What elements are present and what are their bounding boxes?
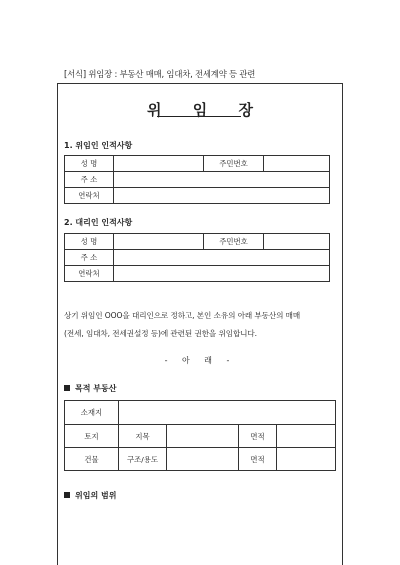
form-caption: [서식] 위임장 : 부동산 매매, 임대차, 전세계약 등 관련 bbox=[64, 69, 256, 79]
building-structure-field[interactable] bbox=[167, 448, 239, 471]
square-bullet-icon bbox=[64, 385, 70, 391]
land-area-field[interactable] bbox=[277, 425, 336, 448]
land-label: 토지 bbox=[65, 425, 119, 448]
location-label: 소재지 bbox=[65, 401, 119, 425]
delegator-contact-label: 연락처 bbox=[65, 188, 114, 204]
location-field[interactable] bbox=[119, 401, 336, 425]
delegator-id-label: 주민번호 bbox=[204, 156, 264, 172]
below-marker: - 아 래 - bbox=[164, 356, 236, 365]
delegator-id-field[interactable] bbox=[264, 156, 330, 172]
agent-contact-field[interactable] bbox=[114, 266, 330, 282]
delegator-address-label: 주 소 bbox=[65, 172, 114, 188]
land-area-label: 면적 bbox=[239, 425, 277, 448]
agent-heading: 2. 대리인 인적사항 bbox=[64, 218, 133, 227]
land-category-field[interactable] bbox=[167, 425, 239, 448]
delegation-statement bbox=[64, 307, 340, 343]
property-heading-text: 목적 부동산 bbox=[75, 384, 117, 393]
agent-contact-label: 연락처 bbox=[65, 266, 114, 282]
building-label: 건물 bbox=[65, 448, 119, 471]
scope-heading bbox=[64, 490, 116, 501]
delegator-heading: 1. 위임인 인적사항 bbox=[64, 141, 133, 150]
agent-address-label: 주 소 bbox=[65, 250, 114, 266]
agent-name-label: 성 명 bbox=[65, 234, 114, 250]
scope-heading-text: 위임의 범위 bbox=[75, 491, 117, 500]
building-structure-label: 구조/용도 bbox=[119, 448, 167, 471]
agent-id-field[interactable] bbox=[264, 234, 330, 250]
statement-line-2: (전세, 임대차, 전세권설정 등)에 관련된 권한을 위임합니다. bbox=[64, 329, 257, 338]
property-heading bbox=[64, 383, 116, 394]
delegator-address-field[interactable] bbox=[114, 172, 330, 188]
title-underline bbox=[157, 116, 241, 117]
delegator-name-field[interactable] bbox=[114, 156, 204, 172]
building-area-field[interactable] bbox=[277, 448, 336, 471]
agent-address-field[interactable] bbox=[114, 250, 330, 266]
agent-id-label: 주민번호 bbox=[204, 234, 264, 250]
statement-line-1: 상기 위임인 OOO을 대리인으로 정하고, 본인 소유의 아래 부동산의 매매 bbox=[64, 311, 301, 320]
land-category-label: 지목 bbox=[119, 425, 167, 448]
agent-name-field[interactable] bbox=[114, 234, 204, 250]
document-title: 위 임 장 bbox=[147, 101, 266, 119]
building-area-label: 면적 bbox=[239, 448, 277, 471]
property-table bbox=[64, 400, 336, 471]
square-bullet-icon bbox=[64, 492, 70, 498]
agent-table bbox=[64, 233, 330, 282]
delegator-table bbox=[64, 155, 330, 204]
delegator-name-label: 성 명 bbox=[65, 156, 114, 172]
delegator-contact-field[interactable] bbox=[114, 188, 330, 204]
